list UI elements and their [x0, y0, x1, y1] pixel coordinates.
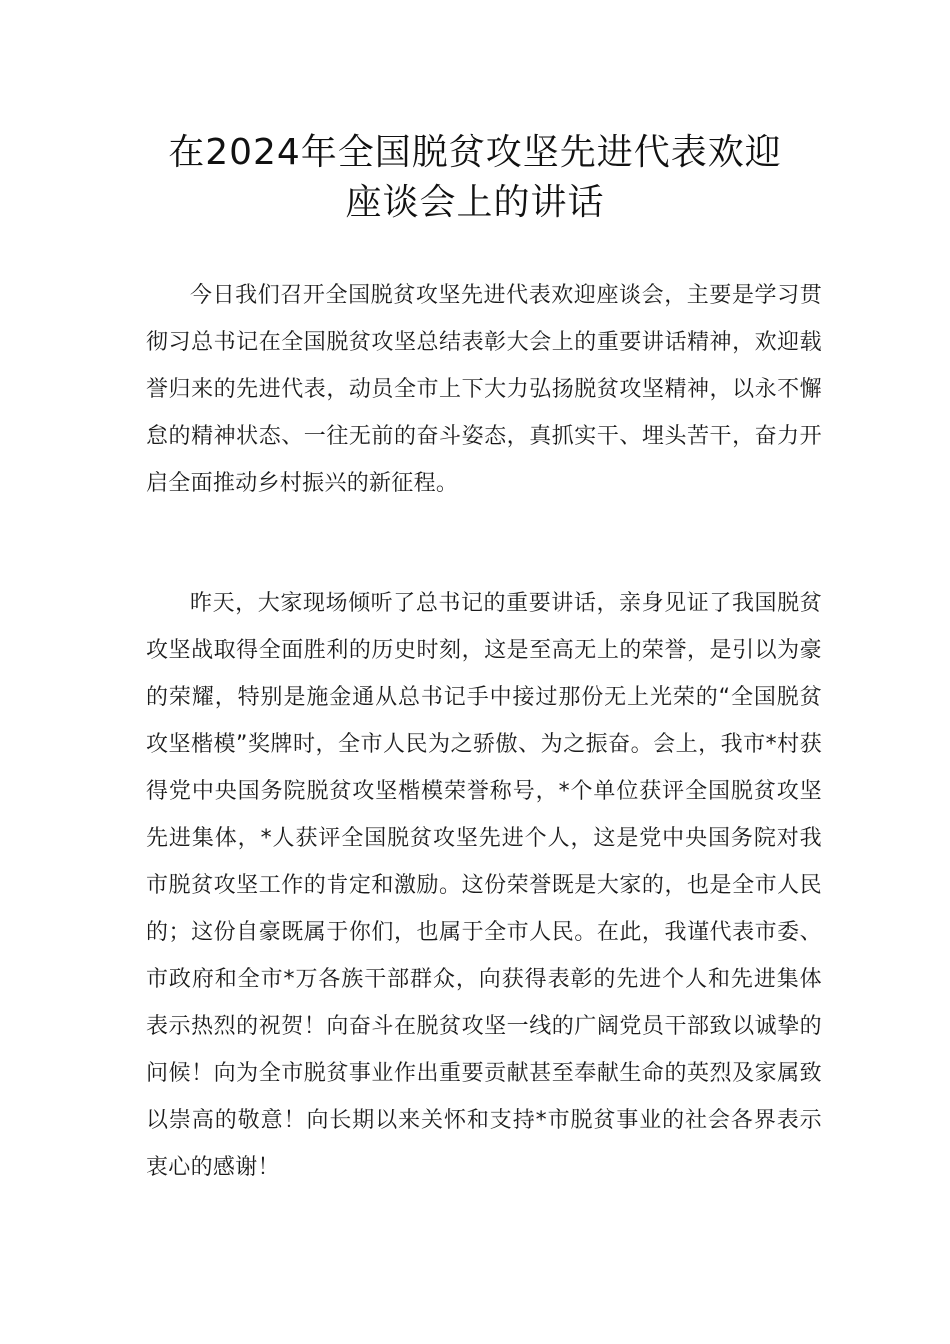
title-line-1: 在2024年全国脱贫攻坚先进代表欢迎	[168, 132, 782, 173]
title-line-2: 座谈会上的讲话	[345, 182, 605, 223]
paragraph-1: 今日我们召开全国脱贫攻坚先进代表欢迎座谈会，主要是学习贯彻习总书记在全国脱贫攻坚总结表彰大会上的重要讲话精神，欢迎载誉归来的先进代表，动员全市上下大力弘扬脱贫攻坚精神，以永不懈怠的精神状态、一往无前的奋斗姿态，真抓实干、埋头苦干，奋力开启全面推动乡村振兴的新征程。	[146, 283, 822, 496]
paragraph-2: 昨天，大家现场倾听了总书记的重要讲话，亲身见证了我国脱贫攻坚战取得全面胜利的历史时刻，这是至高无上的荣誉，是引以为豪的荣耀，特别是施金通从总书记手中接过那份无上光荣的“全国脱贫攻坚楷模”奖牌时，全市人民为之骄傲、为之振奋。会上，我市*村获得党中央国务院脱贫攻坚楷模荣誉称号，*个单位获评全国脱贫攻坚先进集体，*人获评全国脱贫攻坚先进个人，这是党中央国务院对我市脱贫攻坚工作的肯定和激励。这份荣誉既是大家的，也是全市人民的；这份自豪既属于你们，也属于全市人民。在此，我谨代表市委、市政府和全市*万各族干部群众，向获得表彰的先进个人和先进集体表示热烈的祝贺！向奋斗在脱贫攻坚一线的广阔党员干部致以诚挚的问候！向为全市脱贫事业作出重要贡献甚至奉献生命的英烈及家属致以崇高的敬意！向长期以来关怀和支持*市脱贫事业的社会各界表示衷心的感谢！	[146, 591, 822, 1180]
document-title	[140, 128, 810, 228]
